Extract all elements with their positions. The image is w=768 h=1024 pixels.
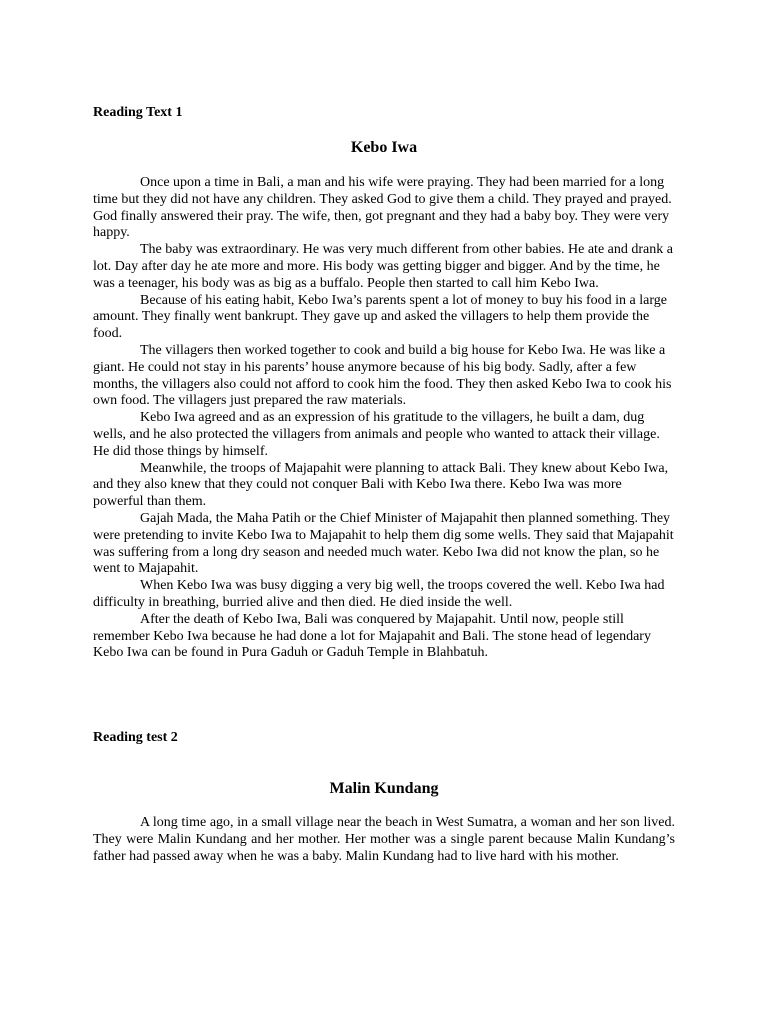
story-paragraph: When Kebo Iwa was busy digging a very big well, the troops covered the well. Kebo Iwa had difficulty in breathing, burried alive and then died. He died inside the well. [93, 578, 665, 610]
story-paragraph: The baby was extraordinary. He was very much different from other babies. He ate and drank a lot. Day after day he ate more and more. His body was getting bigger and bigger. And by the time, he was a teenager, his body was as big as a buffalo. People then started to call him Kebo Iwa. [93, 242, 673, 291]
story-paragraph: After the death of Kebo Iwa, Bali was conquered by Majapahit. Until now, people still remember Kebo Iwa because he had done a lot for Majapahit and Bali. The stone head of legendary Kebo Iwa can be found in Pura Gaduh or Gaduh Temple in Blahbatuh. [93, 611, 651, 661]
story-paragraph: Once upon a time in Bali, a man and his wife were praying. They had been married for a long time but they did not have any children. They asked God to give them a child. They prayed and prayed. God finally answered their pray. The wife, then, got pregnant and they had a baby boy. They were very happy. [93, 175, 672, 241]
story-paragraph: Kebo Iwa agreed and as an expression of his gratitude to the villagers, he built a dam, dug wells, and he also protected the villagers from animals and people who wanted to attack their village. He did those things by himself. [93, 410, 660, 459]
story-paragraph: Because of his eating habit, Kebo Iwa’s parents spent a lot of money to buy his food in a large amount. They finally went bankrupt. They gave up and asked the villagers to help them provide the food. [93, 292, 667, 342]
reading-test-2-label: Reading test 2 [93, 730, 178, 745]
story-paragraph: A long time ago, in a small village near the beach in West Sumatra, a woman and her son lived. They were Malin Kundang and her mother. Her mother was a single parent because Malin Kundang’s father had passed away when he was a baby. Malin Kundang had to live hard with his mother. [93, 815, 675, 864]
story-paragraph: Gajah Mada, the Maha Patih or the Chief Minister of Majapahit then planned something. They were pretending to invite Kebo Iwa to Majapahit to help them dig some wells. They said that Majapahit was suffering from a long dry season and needed much water. Kebo Iwa did not know the plan, so he went to Majapahit. [93, 510, 674, 577]
reading-text-1-label: Reading Text 1 [93, 105, 183, 120]
kebo-iwa-story [93, 175, 675, 662]
story-paragraph: The villagers then worked together to cook and build a big house for Kebo Iwa. He was like a giant. He could not stay in his parents’ house anymore because of his big body. Sadly, after a few months, the villagers also could not afford to cook him the food. They then asked Kebo Iwa to cook his own food. The villagers just prepared the raw materials. [93, 342, 672, 409]
malin-kundang-story [93, 815, 675, 865]
story-paragraph: Meanwhile, the troops of Majapahit were planning to attack Bali. They knew about Kebo Iwa, and they also knew that they could not conquer Bali with Kebo Iwa there. Kebo Iwa was more powerful than them. [93, 460, 669, 510]
malin-kundang-title: Malin Kundang [329, 780, 439, 797]
kebo-iwa-title: Kebo Iwa [350, 139, 418, 156]
